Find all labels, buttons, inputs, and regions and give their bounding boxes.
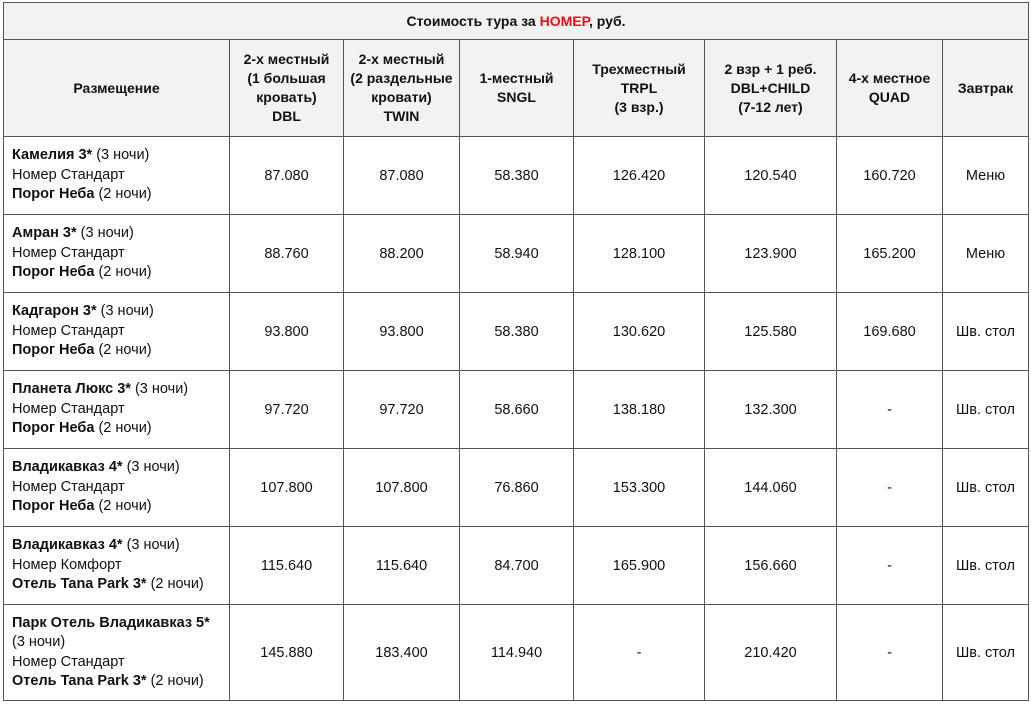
hotel1-name: Камелия 3* (12, 147, 93, 164)
hotel-line-1 (12, 536, 223, 556)
price-dbl-child: 120.540 (705, 137, 837, 215)
price-trpl: 126.420 (574, 137, 705, 215)
hotel1-nights-line (12, 633, 223, 653)
price-twin: 97.720 (344, 371, 460, 449)
price-trpl: 138.180 (574, 371, 705, 449)
header-line: SNGL (497, 89, 536, 105)
table-body (4, 137, 1029, 701)
title-prefix: Стоимость тура за (406, 13, 540, 29)
price-twin: 88.200 (344, 215, 460, 293)
price-dbl-child: 156.660 (705, 527, 837, 605)
hotel-line-1 (12, 380, 223, 400)
hotel-line-2 (12, 575, 223, 595)
table-row (4, 371, 1029, 449)
breakfast-type: Меню (943, 137, 1029, 215)
hotel-line-1 (12, 458, 223, 478)
price-twin: 87.080 (344, 137, 460, 215)
breakfast-type: Шв. стол (943, 605, 1029, 701)
price-twin: 183.400 (344, 605, 460, 701)
price-trpl: - (574, 605, 705, 701)
hotel-line-2 (12, 185, 223, 205)
breakfast-type: Шв. стол (943, 527, 1029, 605)
price-dbl: 88.760 (230, 215, 344, 293)
header-line: 2 взр + 1 реб. (724, 60, 817, 77)
hotel2-nights: (2 ночи) (94, 186, 152, 203)
table-row (4, 449, 1029, 527)
hotel-line-2 (12, 263, 223, 283)
price-twin: 107.800 (344, 449, 460, 527)
hotel2-nights: (2 ночи) (94, 420, 152, 437)
price-table (3, 2, 1029, 701)
price-dbl: 145.880 (230, 605, 344, 701)
header-line: (1 большая (247, 70, 326, 86)
placement-cell (4, 215, 230, 293)
room-type: Номер Стандарт (12, 478, 125, 495)
price-dbl: 97.720 (230, 371, 344, 449)
price-quad: - (837, 371, 943, 449)
header-trpl (574, 40, 705, 137)
header-line: DBL+CHILD (730, 79, 811, 96)
hotel1-nights: (3 ночи) (122, 537, 180, 554)
room-type: Номер Стандарт (12, 166, 125, 183)
hotel2-nights: (2 ночи) (94, 342, 152, 359)
price-dbl: 93.800 (230, 293, 344, 371)
hotel2-name: Порог Неба (12, 420, 95, 437)
hotel1-name: Планета Люкс 3* (12, 381, 131, 398)
hotel-line-1 (12, 614, 223, 634)
header-line: Размещение (73, 79, 160, 96)
price-dbl-child: 144.060 (705, 449, 837, 527)
hotel-line-2 (12, 341, 223, 361)
price-sngl: 58.380 (460, 137, 574, 215)
hotel-line-1 (12, 302, 223, 322)
price-dbl: 115.640 (230, 527, 344, 605)
header-line: 4-х местное (848, 70, 931, 86)
header-line: кровати) (371, 89, 432, 105)
hotel1-nights: (3 ночи) (96, 303, 154, 320)
header-quad (837, 40, 943, 137)
header-line: QUAD (868, 89, 911, 105)
placement-cell (4, 371, 230, 449)
header-line: TWIN (383, 108, 420, 124)
price-sngl: 76.860 (460, 449, 574, 527)
hotel1-nights: (3 ночи) (76, 225, 134, 242)
placement-cell (4, 293, 230, 371)
header-line: 2-х местный (358, 51, 445, 67)
price-sngl: 114.940 (460, 605, 574, 701)
header-line: TRPL (620, 79, 658, 96)
room-type: Номер Стандарт (12, 244, 125, 261)
price-trpl: 165.900 (574, 527, 705, 605)
hotel1-name: Владикавказ 4* (12, 537, 123, 554)
header-line: (3 взр.) (614, 98, 664, 115)
hotel-line-1 (12, 224, 223, 244)
price-trpl: 130.620 (574, 293, 705, 371)
price-twin: 115.640 (344, 527, 460, 605)
table-row (4, 215, 1029, 293)
price-dbl-child: 125.580 (705, 293, 837, 371)
hotel-line-2 (12, 419, 223, 439)
header-line: DBL (272, 108, 301, 124)
hotel1-nights: (3 ночи) (12, 634, 66, 650)
price-quad: 165.200 (837, 215, 943, 293)
breakfast-type: Шв. стол (943, 293, 1029, 371)
table-title (4, 3, 1029, 40)
placement-cell (4, 449, 230, 527)
placement-cell (4, 137, 230, 215)
hotel-line-2 (12, 672, 223, 692)
hotel2-nights: (2 ночи) (146, 576, 204, 593)
hotel1-name: Амран 3* (12, 225, 77, 242)
header-line: 1-местный (479, 70, 554, 86)
price-dbl: 107.800 (230, 449, 344, 527)
header-sngl (460, 40, 574, 137)
price-sngl: 58.660 (460, 371, 574, 449)
price-sngl: 84.700 (460, 527, 574, 605)
price-dbl-child: 210.420 (705, 605, 837, 701)
table-row (4, 527, 1029, 605)
hotel1-nights: (3 ночи) (130, 381, 189, 398)
price-sngl: 58.380 (460, 293, 574, 371)
hotel2-nights: (2 ночи) (94, 498, 152, 515)
hotel-line-1 (12, 146, 223, 166)
price-quad: - (837, 527, 943, 605)
header-dbl (230, 40, 344, 137)
price-dbl-child: 132.300 (705, 371, 837, 449)
header-line: Завтрак (957, 79, 1014, 96)
breakfast-type: Шв. стол (943, 371, 1029, 449)
header-line: кровать) (256, 89, 317, 105)
column-header-row (4, 40, 1029, 137)
price-sngl: 58.940 (460, 215, 574, 293)
header-placement (4, 40, 230, 137)
breakfast-type: Меню (943, 215, 1029, 293)
room-type: Номер Комфорт (12, 556, 122, 573)
price-dbl: 87.080 (230, 137, 344, 215)
table-row (4, 137, 1029, 215)
breakfast-type: Шв. стол (943, 449, 1029, 527)
hotel1-nights: (3 ночи) (122, 459, 180, 476)
hotel2-name: Порог Неба (12, 342, 95, 359)
price-quad: - (837, 605, 943, 701)
header-twin (344, 40, 460, 137)
hotel1-name: Владикавказ 4* (12, 459, 123, 476)
hotel2-name: Порог Неба (12, 264, 95, 281)
price-quad: 160.720 (837, 137, 943, 215)
table-row (4, 293, 1029, 371)
table-title-row (4, 3, 1029, 40)
room-type: Номер Стандарт (12, 322, 125, 339)
room-type: Номер Стандарт (12, 653, 125, 670)
room-type: Номер Стандарт (12, 400, 125, 417)
header-dbl-child (705, 40, 837, 137)
header-line: 2-х местный (243, 51, 330, 67)
hotel1-name: Парк Отель Владикавказ 5* (12, 614, 210, 631)
hotel2-nights: (2 ночи) (94, 264, 152, 281)
hotel1-nights: (3 ночи) (92, 147, 150, 164)
price-trpl: 128.100 (574, 215, 705, 293)
price-trpl: 153.300 (574, 449, 705, 527)
placement-cell (4, 605, 230, 701)
price-quad: - (837, 449, 943, 527)
hotel-line-2 (12, 497, 223, 517)
title-accent: НОМЕР (539, 13, 590, 29)
header-line: (2 раздельные (350, 70, 453, 86)
hotel2-name: Отель Tana Park 3* (12, 673, 147, 689)
hotel2-name: Порог Неба (12, 498, 95, 515)
hotel2-name: Отель Tana Park 3* (12, 576, 147, 593)
price-dbl-child: 123.900 (705, 215, 837, 293)
header-line: Трехместный (592, 60, 686, 77)
header-line: (7-12 лет) (738, 98, 803, 115)
title-suffix: , руб. (589, 13, 626, 29)
hotel2-nights: (2 ночи) (146, 673, 204, 689)
price-twin: 93.800 (344, 293, 460, 371)
hotel1-name: Кадгарон 3* (12, 303, 97, 320)
price-quad: 169.680 (837, 293, 943, 371)
table-row (4, 605, 1029, 701)
hotel2-name: Порог Неба (12, 186, 95, 203)
header-breakfast (943, 40, 1029, 137)
placement-cell (4, 527, 230, 605)
